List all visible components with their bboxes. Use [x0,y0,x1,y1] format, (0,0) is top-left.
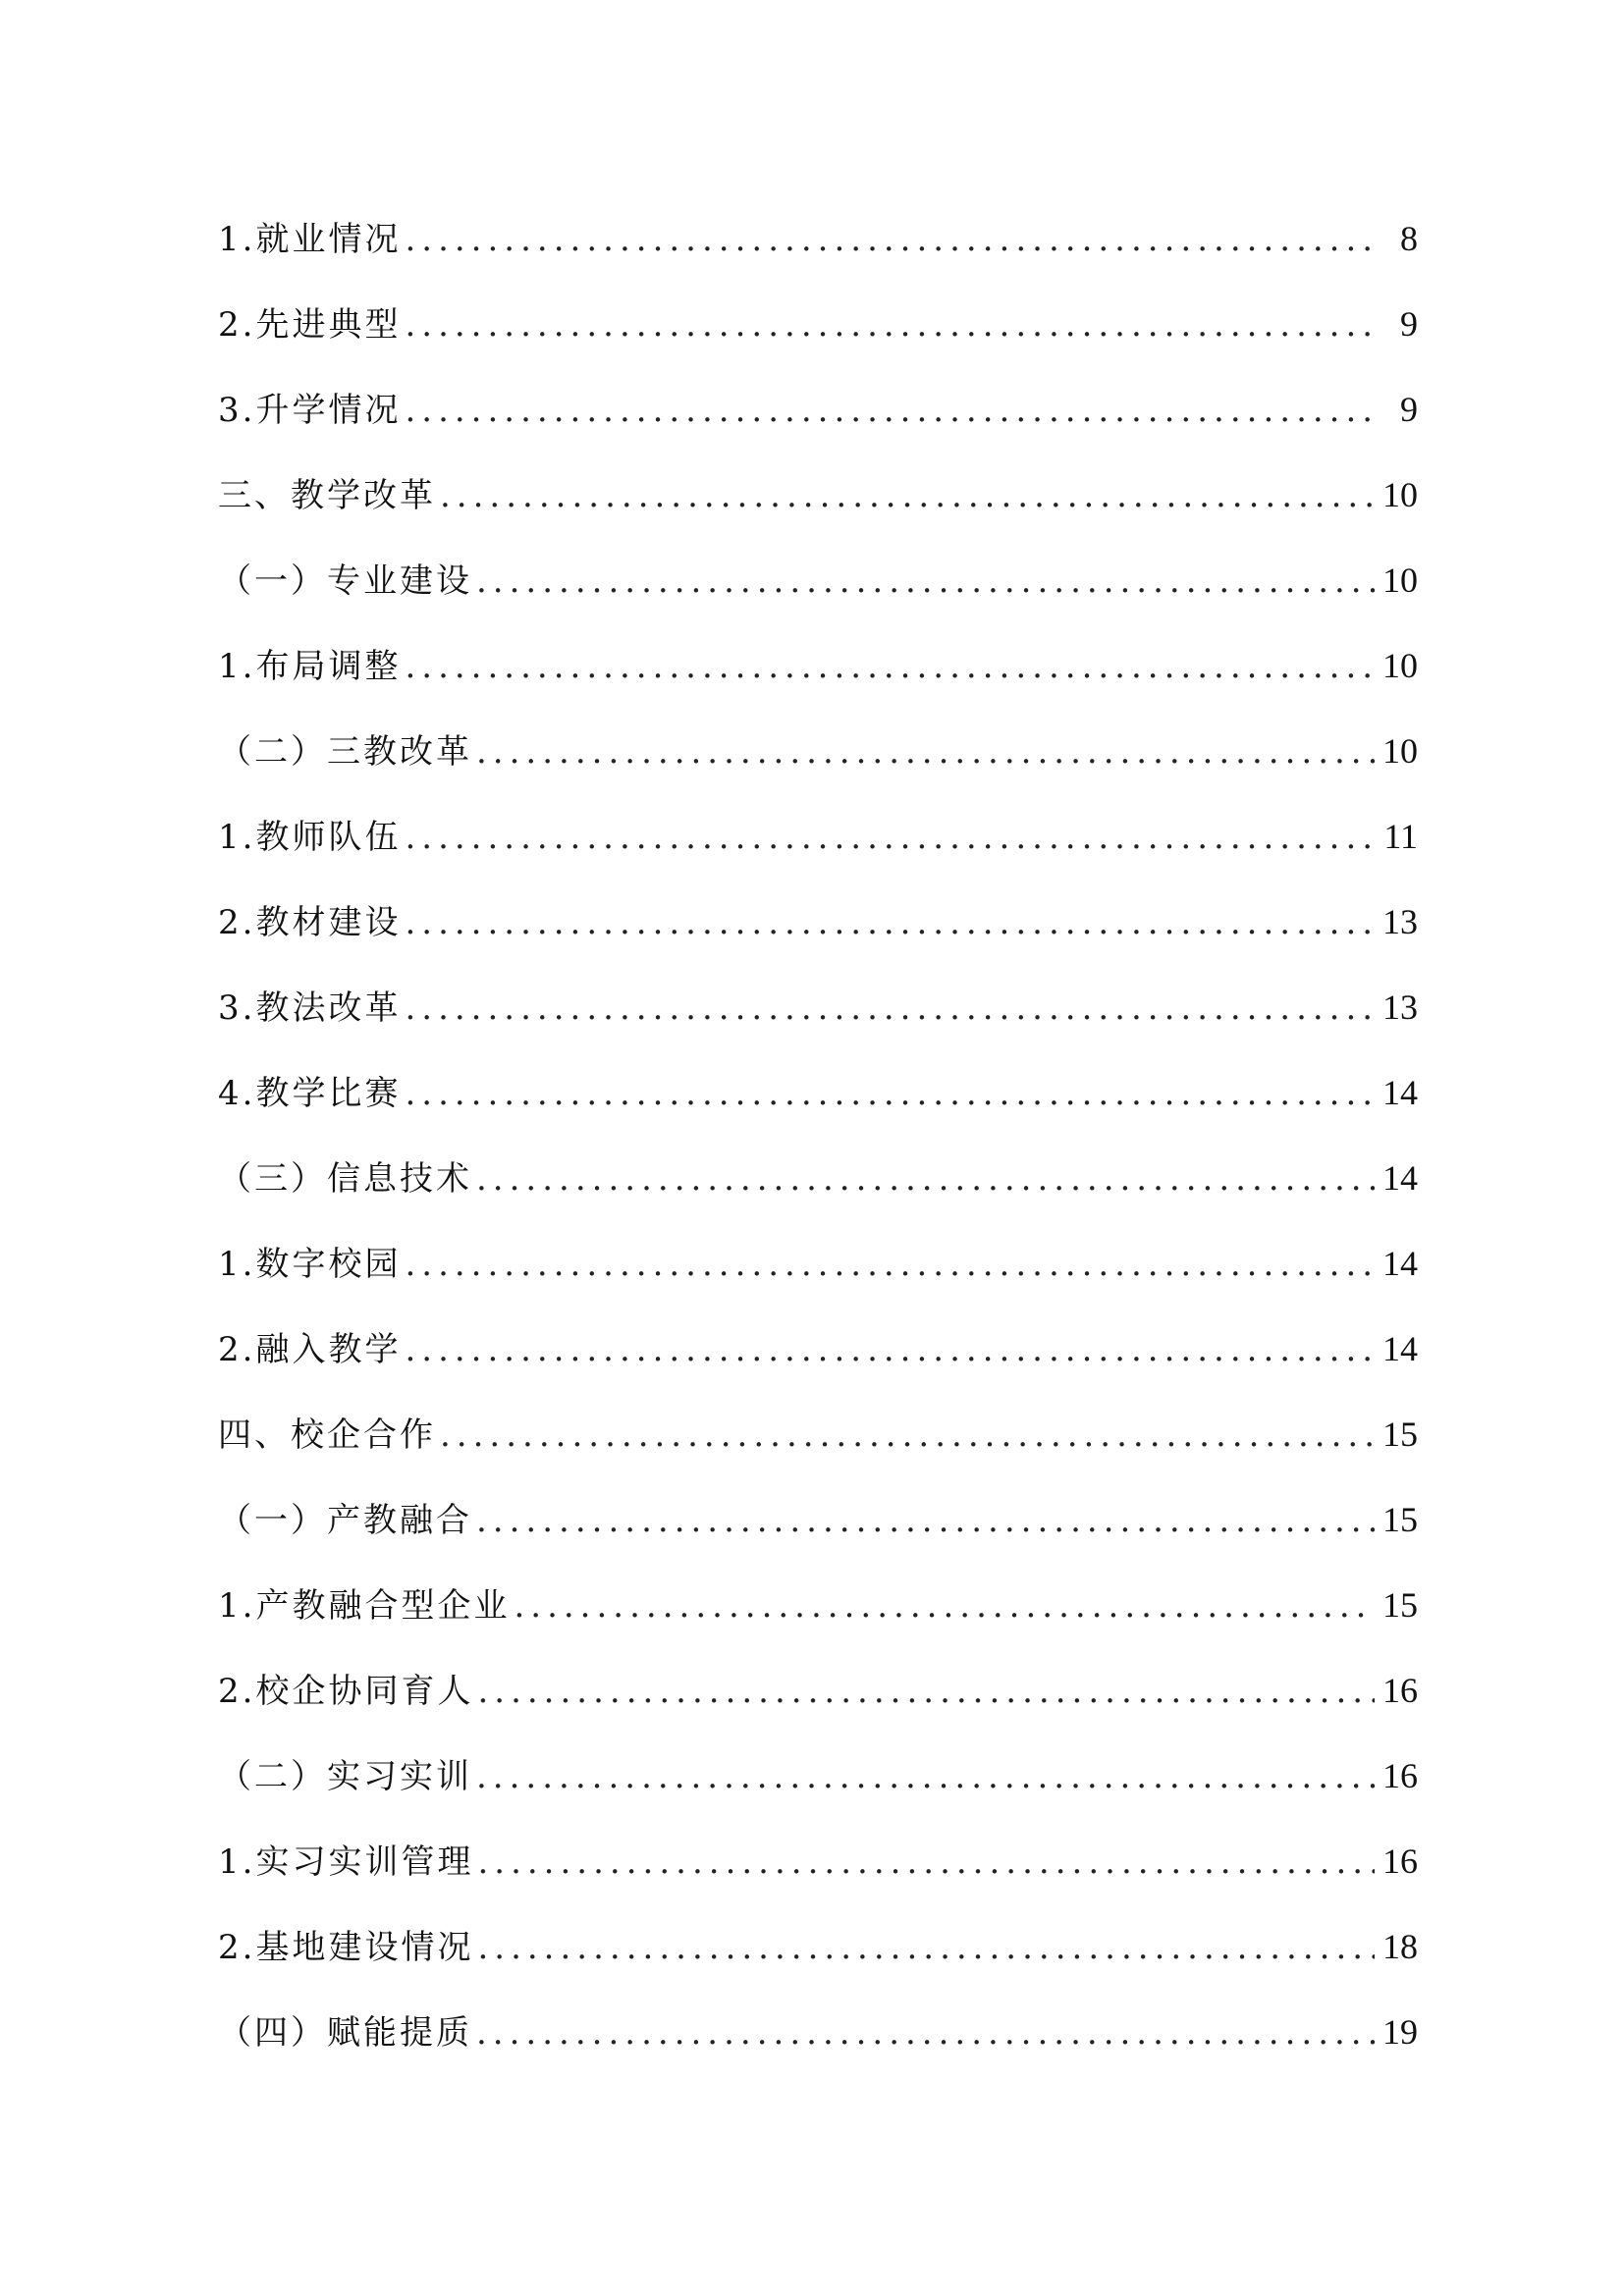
toc-entry-page: 16 [1382,1842,1418,1881]
toc-entry-title: 三、教学改革 [218,476,436,515]
toc-entry[interactable] [218,1739,1418,1825]
toc-dot-leader [477,1911,1375,1985]
toc-entry-page: 14 [1382,1244,1418,1283]
toc-entry-page: 14 [1382,1158,1418,1198]
toc-dot-leader [405,1228,1375,1302]
toc-entry-page: 13 [1382,902,1418,941]
toc-dot-leader [476,545,1375,618]
toc-entry[interactable] [218,1312,1418,1398]
toc-entry-page: 8 [1400,219,1418,258]
toc-entry[interactable] [218,885,1418,971]
toc-entry-title: 2.教材建设 [218,903,402,942]
toc-dot-leader [476,716,1375,789]
toc-entry-title: 1.产教融合型企业 [218,1586,511,1626]
toc-entry[interactable] [218,1569,1418,1654]
toc-entry-title: （一）专业建设 [218,561,472,601]
toc-entry-title: （二）实习实训 [218,1757,472,1796]
toc-entry[interactable] [218,1483,1418,1569]
toc-dot-leader [405,289,1375,362]
toc-entry-page: 19 [1382,2012,1418,2052]
toc-entry-title: 3.教法改革 [218,988,402,1028]
toc-entry-page: 16 [1382,1671,1418,1710]
toc-entry[interactable] [218,202,1418,288]
toc-entry-page: 10 [1382,475,1418,514]
toc-entry[interactable] [218,1996,1418,2081]
toc-entry-title: 4.教学比赛 [218,1074,402,1113]
toc-dot-leader [440,459,1375,533]
toc-entry-page: 11 [1383,817,1418,856]
toc-entry-page: 16 [1382,1756,1418,1795]
toc-dot-leader [476,1740,1375,1814]
toc-entry-title: 2.校企协同育人 [218,1672,474,1711]
toc-dot-leader [477,1826,1375,1899]
toc-entry-page: 18 [1382,1927,1418,1966]
toc-entry-title: （二）三教改革 [218,732,472,772]
toc-entry-title: 3.升学情况 [218,391,402,430]
toc-entry-title: （四）赋能提质 [218,2013,472,2053]
toc-entry[interactable] [218,1056,1418,1142]
toc-entry-page: 9 [1400,390,1418,429]
toc-dot-leader [514,1570,1375,1643]
toc-entry[interactable] [218,1142,1418,1227]
toc-entry[interactable] [218,1227,1418,1312]
toc-entry-page: 9 [1400,304,1418,344]
toc-entry-title: （三）信息技术 [218,1159,472,1199]
toc-entry-page: 10 [1382,561,1418,600]
toc-dot-leader [476,1143,1375,1216]
toc-entry-page: 15 [1382,1415,1418,1454]
toc-dot-leader [405,801,1375,875]
table-of-contents [218,202,1418,2081]
toc-entry[interactable] [218,288,1418,373]
toc-entry-title: （一）产教融合 [218,1501,472,1540]
toc-entry[interactable] [218,1654,1418,1739]
toc-entry-title: 1.实习实训管理 [218,1842,474,1882]
toc-dot-leader [440,1399,1375,1472]
toc-entry[interactable] [218,1398,1418,1483]
toc-entry[interactable] [218,373,1418,458]
toc-entry-title: 1.布局调整 [218,647,402,686]
toc-entry[interactable] [218,1910,1418,1996]
toc-entry-title: 1.数字校园 [218,1245,402,1284]
toc-entry[interactable] [218,1825,1418,1910]
toc-entry[interactable] [218,458,1418,544]
toc-entry-page: 10 [1382,731,1418,771]
toc-dot-leader [405,630,1375,704]
toc-entry-title: 1.就业情况 [218,220,402,259]
toc-entry-page: 15 [1382,1500,1418,1539]
toc-entry-page: 15 [1382,1585,1418,1625]
toc-dot-leader [405,972,1375,1045]
toc-entry-page: 14 [1382,1329,1418,1368]
toc-dot-leader [476,1484,1375,1558]
toc-dot-leader [405,1313,1375,1387]
toc-dot-leader [405,1057,1375,1131]
toc-dot-leader [476,1997,1375,2070]
toc-entry[interactable] [218,800,1418,885]
toc-entry-page: 14 [1382,1073,1418,1112]
toc-entry[interactable] [218,629,1418,715]
toc-entry[interactable] [218,544,1418,629]
toc-dot-leader [405,203,1375,277]
toc-entry[interactable] [218,715,1418,800]
toc-dot-leader [477,1655,1375,1729]
toc-entry-title: 2.基地建设情况 [218,1928,474,1967]
toc-entry-title: 2.融入教学 [218,1330,402,1369]
toc-entry-page: 10 [1382,646,1418,685]
toc-entry-title: 1.教师队伍 [218,818,402,857]
toc-entry-title: 四、校企合作 [218,1415,436,1455]
toc-dot-leader [405,374,1375,448]
toc-dot-leader [405,886,1375,960]
toc-entry-page: 13 [1382,988,1418,1027]
toc-entry[interactable] [218,971,1418,1056]
toc-entry-title: 2.先进典型 [218,305,402,345]
